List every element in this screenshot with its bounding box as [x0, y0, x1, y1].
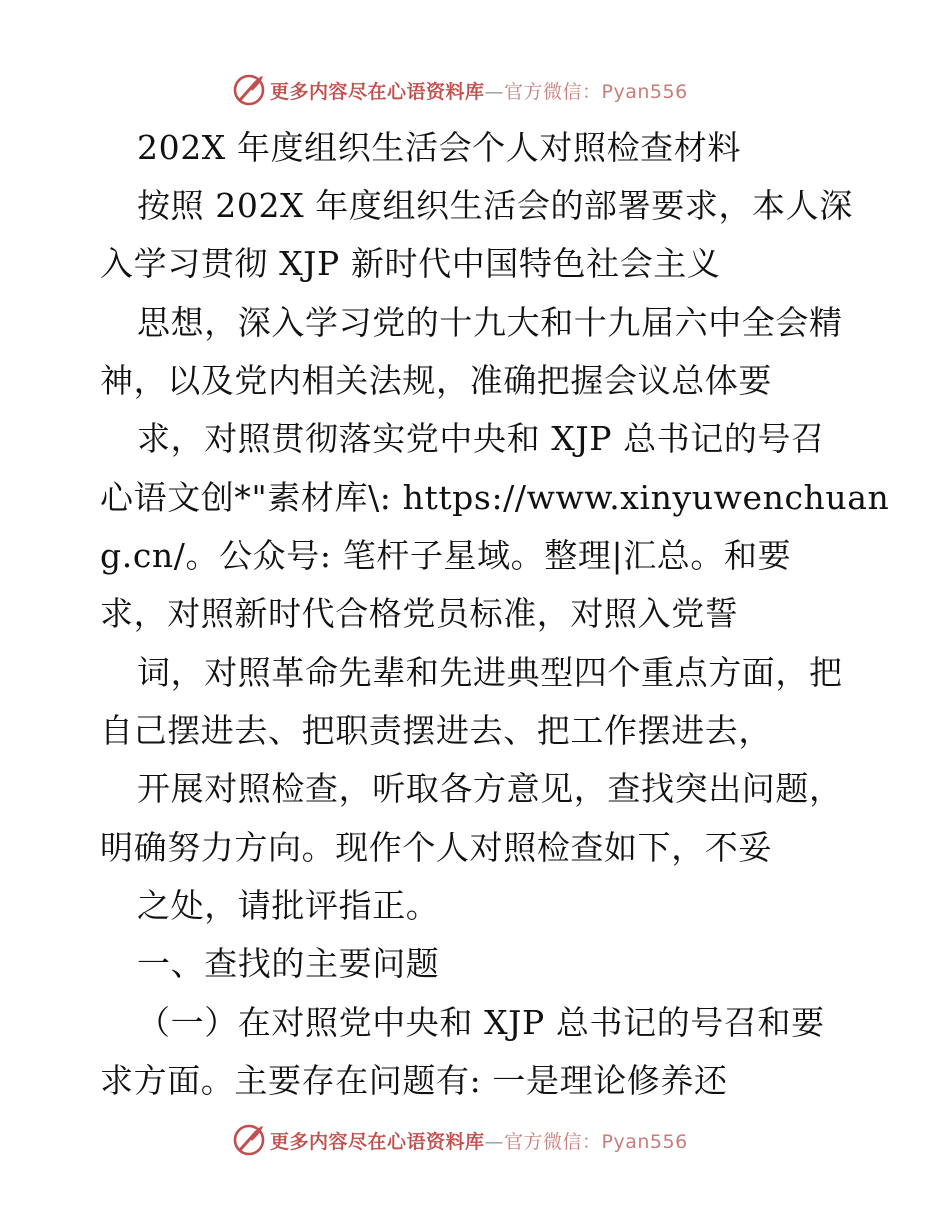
section-heading: 一、查找的主要问题 — [137, 944, 440, 983]
body-line: 入学习贯彻 XJP 新时代中国特色社会主义 — [100, 244, 721, 283]
watermark-text: 更多内容尽在心语资料库—官方微信：Pyan556 — [270, 1130, 688, 1153]
body-line: 按照 202X 年度组织生活会的部署要求，本人深 — [137, 186, 853, 225]
footer-watermark — [232, 1122, 688, 1158]
body-line: 之处，请批评指正。 — [137, 886, 440, 925]
quill-logo-icon — [232, 73, 266, 107]
body-line: 心语文创*"素材库\: https://www.xinyuwenchuan — [100, 478, 890, 517]
body-line: 开展对照检查，听取各方意见，查找突出问题， — [137, 769, 843, 808]
body-line: 神，以及党内相关法规，准确把握会议总体要 — [100, 361, 772, 400]
body-line: 自己摆进去、把职责摆进去、把工作摆进去， — [100, 711, 772, 750]
body-line: 求方面。主要存在问题有: 一是理论修养还 — [100, 1061, 728, 1100]
quill-logo-icon — [232, 1123, 266, 1157]
body-line: 求，对照贯彻落实党中央和 XJP 总书记的号召 — [137, 419, 825, 458]
body-line: 词，对照革命先辈和先进典型四个重点方面，把 — [137, 653, 843, 692]
body-line: 求，对照新时代合格党员标准，对照入党誓 — [100, 594, 739, 633]
body-line: 明确努力方向。现作个人对照检查如下，不妥 — [100, 828, 772, 867]
watermark-text: 更多内容尽在心语资料库—官方微信：Pyan556 — [270, 80, 688, 103]
body-line: g.cn/。公众号: 笔杆子星域。整理|汇总。和要 — [100, 536, 792, 575]
subsection-heading: （一）在对照党中央和 XJP 总书记的号召和要 — [137, 1003, 825, 1042]
header-watermark — [232, 72, 688, 108]
document-title: 202X 年度组织生活会个人对照检查材料 — [137, 128, 741, 167]
body-line: 思想，深入学习党的十九大和十九届六中全会精 — [137, 303, 843, 342]
